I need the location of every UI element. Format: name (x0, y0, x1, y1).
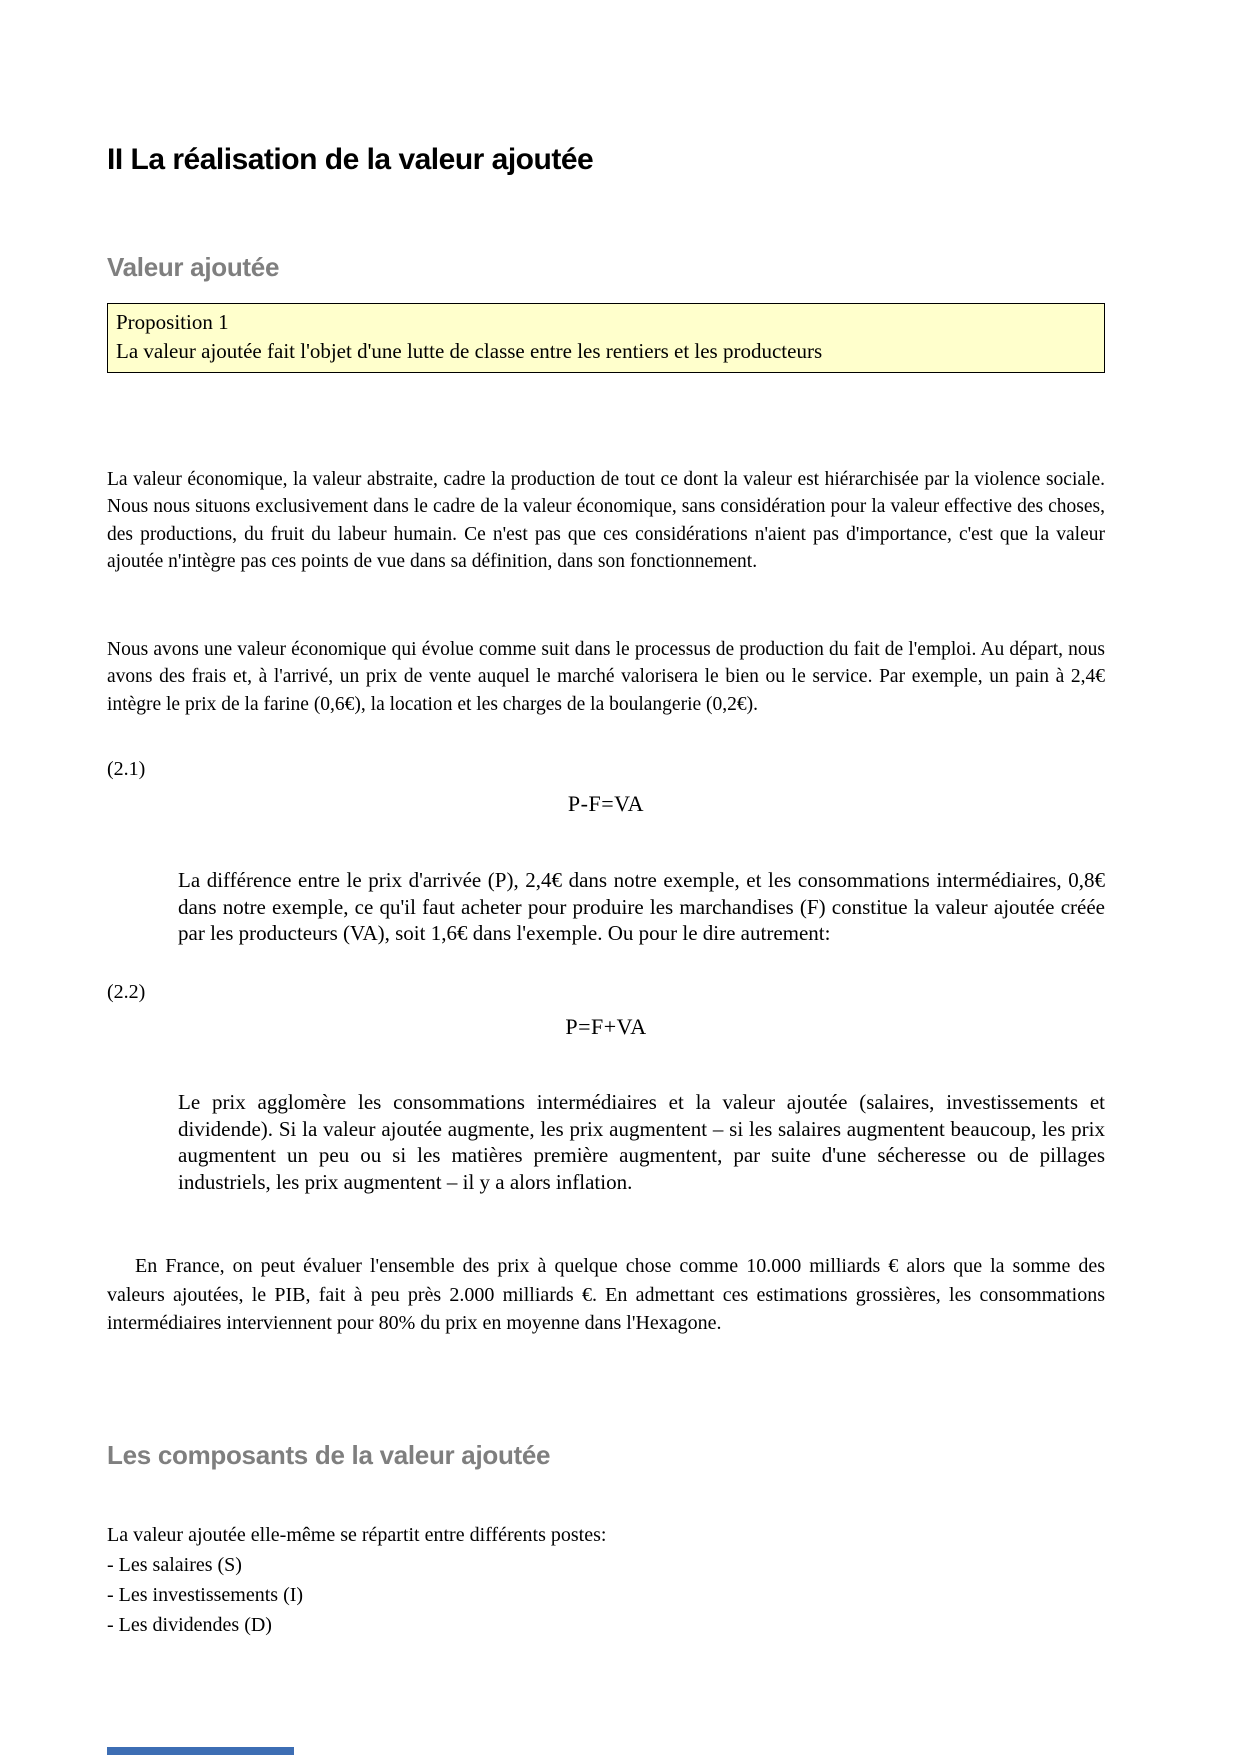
equation-2-1-formula: P-F=VA (567, 791, 645, 816)
list-item-salaires: - Les salaires (S) (107, 1554, 242, 1576)
equation-2-1 (107, 757, 1105, 817)
equation-2-2-number: (2.2) (107, 981, 146, 1003)
list-item-dividendes: - Les dividendes (D) (107, 1614, 272, 1636)
list-item-investissements: - Les investissements (I) (107, 1584, 304, 1606)
section-heading-valeur-ajoutee: Valeur ajoutée (107, 251, 280, 282)
components-list (107, 1520, 1105, 1640)
document-title: II La réalisation de la valeur ajoutée (107, 143, 594, 177)
equation-2-1-explanation: La différence entre le prix d'arrivée (P), 2,4€ dans notre exemple, et les consommations intermédiaires, 0,8€ dans notre exemple, ce qu'il faut acheter pour produire les marchandises (F) constitue la valeur ajoutée créée par les producteurs (VA), soit 1,6€ dans l'exemple. Ou pour le dire autrement: (178, 868, 1105, 945)
section-heading-composants: Les composants de la valeur ajoutée (107, 1439, 551, 1470)
proposition-label: Proposition 1 (116, 310, 229, 334)
paragraph-processus-production: Nous avons une valeur économique qui évolue comme suit dans le processus de production du fait de l'emploi. Au départ, nous avons des frais et, à l'arrivé, un prix de vente auquel le marché valorisera le bien ou le service. Par exemple, un pain à 2,4€ intègre le prix de la farine (0,6€), la location et les charges de la boulangerie (0,2€). (107, 638, 1105, 715)
proposition-statement: La valeur ajoutée fait l'objet d'une lutte de classe entre les rentiers et les producteurs (116, 339, 823, 363)
equation-2-2 (107, 980, 1105, 1040)
next-section-blue-bar (107, 1747, 294, 1755)
paragraph-valeur-economique: La valeur économique, la valeur abstraite, cadre la production de tout ce dont la valeur est hiérarchisée par la violence sociale. Nous nous situons exclusivement dans le cadre de la valeur économique, sans considération pour la valeur effective des choses, des productions, du fruit du labeur humain. Ce n'est pas que ces considérations n'aient pas d'importance, c'est que la valeur ajoutée n'intègre pas ces points de vue dans sa définition, dans son fonctionnement. (107, 468, 1105, 572)
components-intro: La valeur ajoutée elle-même se répartit entre différents postes: (107, 1524, 607, 1546)
proposition-box (107, 303, 1105, 373)
equation-2-2-formula: P=F+VA (565, 1014, 647, 1039)
equation-2-2-explanation: Le prix agglomère les consommations intermédiaires et la valeur ajoutée (salaires, investissements et dividende). Si la valeur ajoutée augmente, les prix augmentent – si les salaires augmentent beaucoup, les prix augmentent un peu ou si les matières première augmentent, par suite d'une sécheresse ou de pillages industriels, les prix augmentent – il y a alors inflation. (178, 1090, 1105, 1194)
paragraph-france-pib: En France, on peut évaluer l'ensemble des prix à quelque chose comme 10.000 milliards € alors que la somme des valeurs ajoutées, le PIB, fait à peu près 2.000 milliards €. En admettant ces estimations grossières, les consommations intermédiaires interviennent pour 80% du prix en moyenne dans l'Hexagone. (107, 1255, 1105, 1334)
equation-2-1-number: (2.1) (107, 758, 146, 780)
